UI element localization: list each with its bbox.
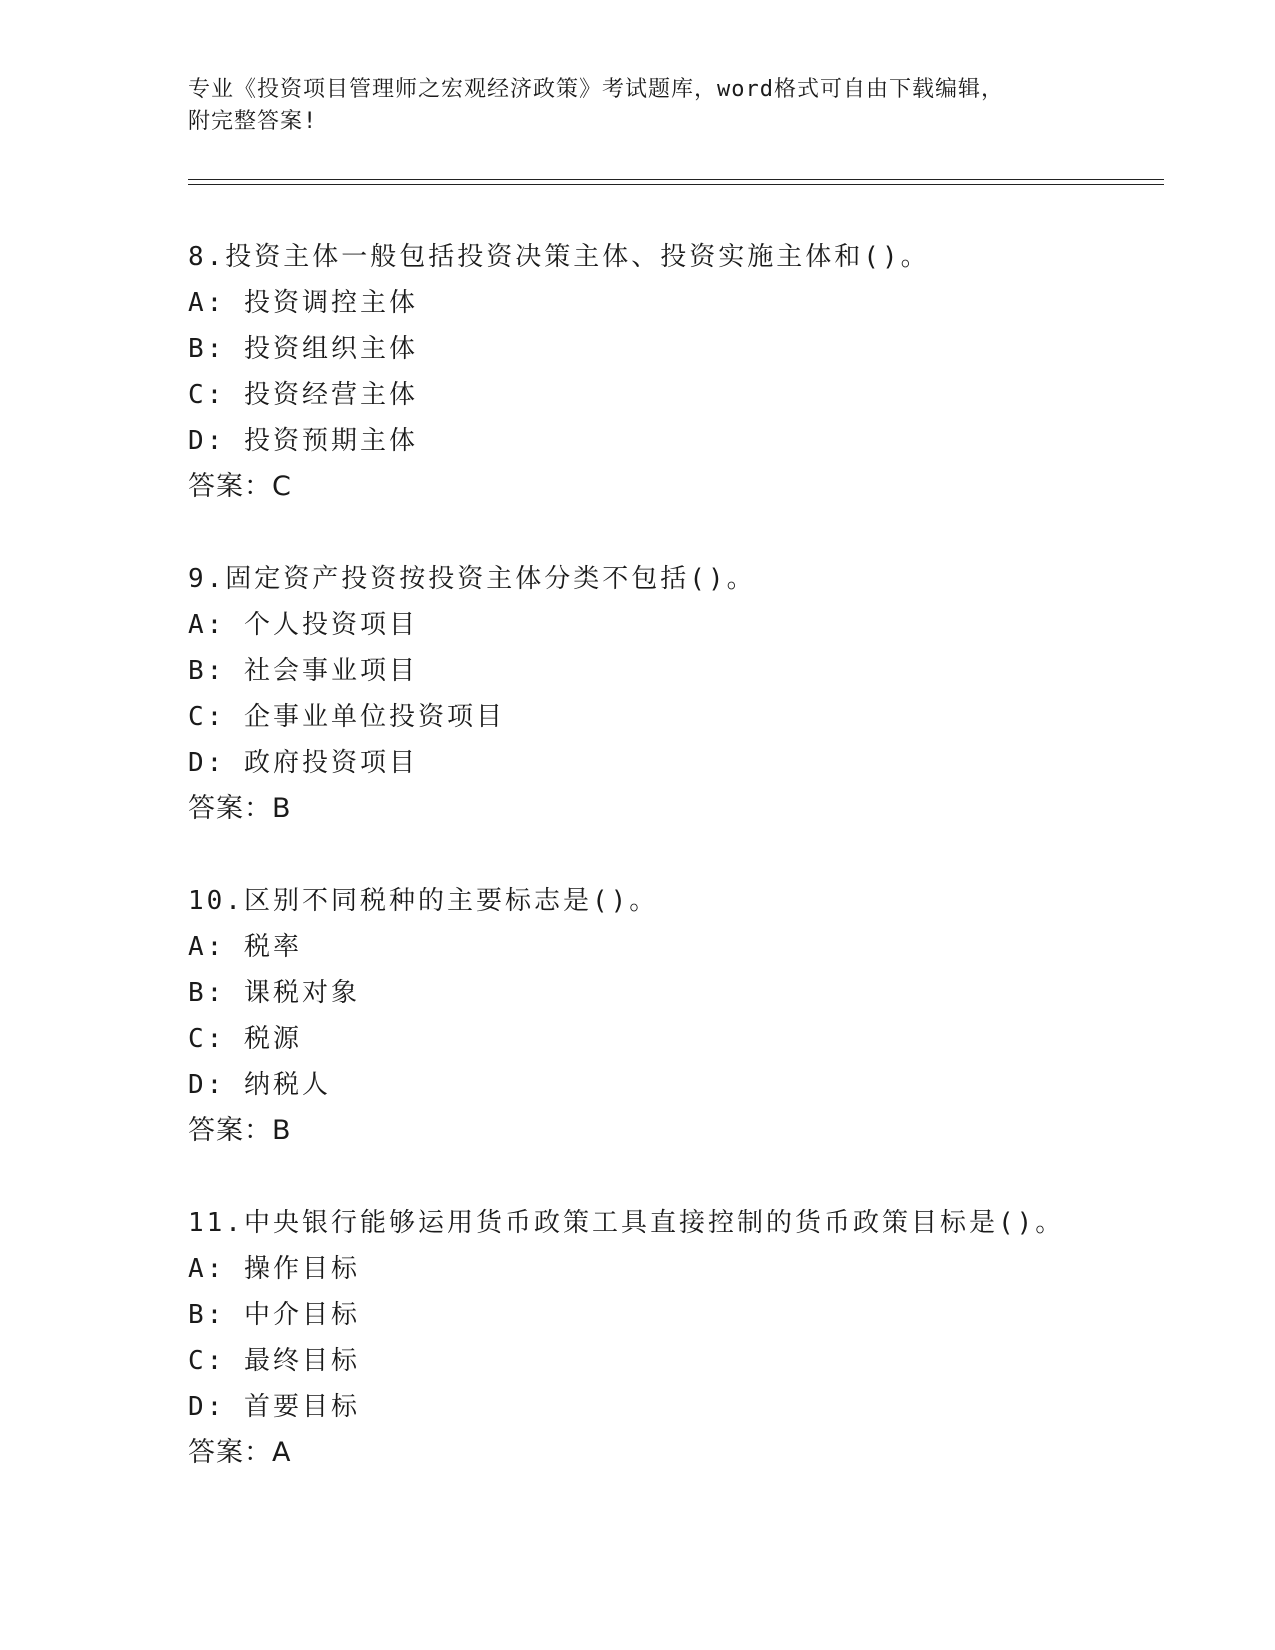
option-d: D: 首要目标 xyxy=(188,1392,360,1422)
question-stem: 11.中央银行能够运用货币政策工具直接控制的货币政策目标是()。 xyxy=(188,1208,1065,1238)
option-d: D: 政府投资项目 xyxy=(188,748,418,778)
option-c: C: 投资经营主体 xyxy=(188,380,418,410)
question-stem: 9.固定资产投资按投资主体分类不包括()。 xyxy=(188,564,756,594)
option-b: B: 社会事业项目 xyxy=(188,656,418,686)
option-b: B: 课税对象 xyxy=(188,978,360,1008)
option-b: B: 中介目标 xyxy=(188,1300,360,1330)
question-10 xyxy=(188,885,1188,1147)
answer-line: 答案：B xyxy=(188,1115,292,1146)
question-stem: 8.投资主体一般包括投资决策主体、投资实施主体和()。 xyxy=(188,242,930,272)
question-8 xyxy=(188,241,1188,503)
option-a: A: 投资调控主体 xyxy=(188,288,418,318)
option-a: A: 个人投资项目 xyxy=(188,610,418,640)
option-c: C: 税源 xyxy=(188,1024,302,1054)
question-stem: 10.区别不同税种的主要标志是()。 xyxy=(188,886,659,916)
option-b: B: 投资组织主体 xyxy=(188,334,418,364)
question-11 xyxy=(188,1207,1188,1469)
answer-line: 答案：A xyxy=(188,1437,292,1468)
header-line-2: 附完整答案! xyxy=(188,109,318,134)
document-header xyxy=(188,74,1068,138)
header-divider-bottom xyxy=(188,184,1164,185)
option-c: C: 最终目标 xyxy=(188,1346,360,1376)
answer-line: 答案：C xyxy=(188,471,292,502)
question-9 xyxy=(188,563,1188,825)
option-a: A: 操作目标 xyxy=(188,1254,360,1284)
option-d: D: 投资预期主体 xyxy=(188,426,418,456)
header-line-1: 专业《投资项目管理师之宏观经济政策》考试题库，word格式可自由下载编辑， xyxy=(188,77,1004,102)
option-a: A: 税率 xyxy=(188,932,302,962)
option-c: C: 企事业单位投资项目 xyxy=(188,702,505,732)
answer-line: 答案：B xyxy=(188,793,292,824)
option-d: D: 纳税人 xyxy=(188,1070,331,1100)
header-divider-top xyxy=(188,179,1164,180)
